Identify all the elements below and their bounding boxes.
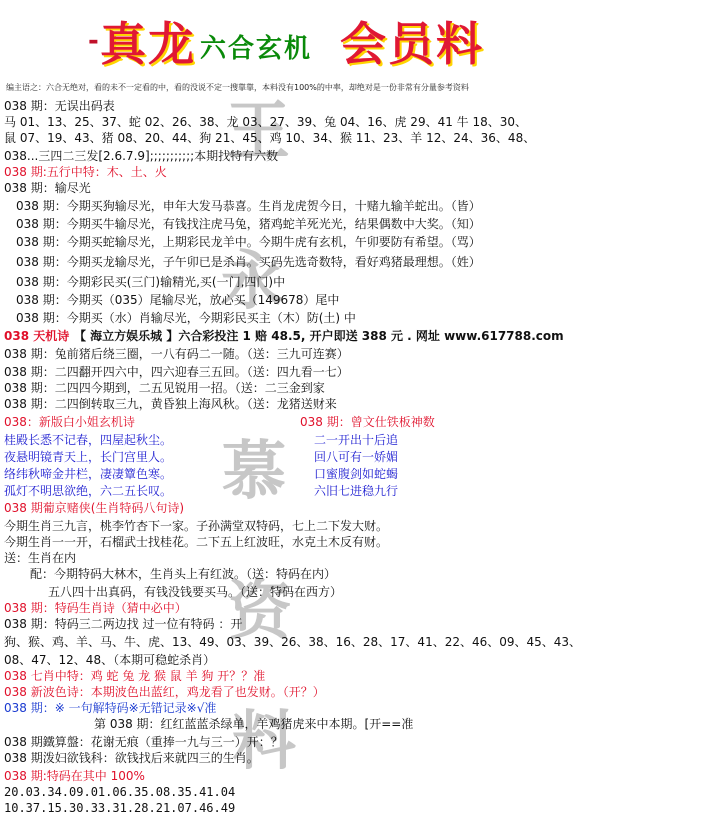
line-30: 038 期葡京赌侠(生肖特码八句诗) bbox=[4, 501, 185, 515]
watermark-char: 永 bbox=[220, 244, 284, 319]
line-34: 配：今期特码大林木，生肖头上有红波。（送：特码在内） bbox=[30, 567, 337, 581]
watermark-char: 慕 bbox=[222, 434, 286, 509]
line-9: 038 期：今期买蛇输尽光，上期彩民龙羊中。今期牛虎有玄机，午卯要防有希望。（骂） bbox=[16, 235, 481, 249]
watermark-char: 料 bbox=[232, 704, 296, 779]
poem-right-2: 回八可有一娇媚 bbox=[314, 450, 399, 464]
watermark-char: 资 bbox=[228, 574, 292, 649]
line-2: 马 01、13、25、37、蛇 02、26、38、龙 03、27、39、兔 04、16、虎 29、41 牛 18、30、 bbox=[4, 115, 528, 129]
line-39: 08、47、12、48、（本期可稳蛇杀肖） bbox=[4, 653, 216, 667]
line-5: 038 期:五行中特：木、土、火 bbox=[4, 165, 167, 179]
line-38: 狗、猴、鸡、羊、马、牛、虎、13、49、03、39、26、38、16、28、17、41、22、46、09、45、43、 bbox=[4, 635, 582, 649]
poem-right-1: 二一开出十后追 bbox=[314, 433, 399, 447]
line-6: 038 期：输尽光 bbox=[4, 181, 91, 195]
line-45: 038 期泼妇欲钱科：欲钱找后来就四三的生肖。 bbox=[4, 751, 259, 765]
line-37: 038 期：特码三二两边找 过一位有特码 ：开 bbox=[4, 617, 243, 631]
line-8: 038 期：今期买牛输尽光，有钱找注虎马兔，猪鸡蛇羊死光光，结果偶数中大奖。（知） bbox=[16, 217, 481, 231]
line-16: 038 期：兔前猪后绕三圈，一八有码二一随。（送：三九可连赛） bbox=[4, 347, 349, 361]
line-36: 038 期：特码生肖诗（猜中必中） bbox=[4, 601, 187, 615]
line-3: 鼠 07、19、43、猪 08、20、44、狗 21、45、鸡 10、34、猴 11、23、羊 12、24、36、48、 bbox=[4, 131, 536, 145]
watermark-char: 王 bbox=[226, 94, 290, 169]
line-11: 038 期：今期彩民买(三门)输精光,买(一门,四门)中 bbox=[16, 275, 286, 289]
line-31: 今期生肖三九言，桃李竹杏下一家。子孙满堂双特码，七上二下发大财。 bbox=[4, 519, 389, 533]
poem-left-1: 桂殿长悉不记春，四屋起秋尘。 bbox=[4, 433, 173, 447]
line-42: 038 期：※ 一句解特码※无错记录※√准 bbox=[4, 701, 217, 715]
poem-left-4: 孤灯不明思欲绝，六二五长叹。 bbox=[4, 484, 173, 498]
ad-banner: 【 海立方娱乐城 】六合彩投注 1 赔 48.5, 开户即送 388 元 . 网址 www.617788.com bbox=[74, 329, 564, 343]
line-32: 今期生肖一一开，石榴武士找桂花。二下五上红波旺，水克土木反有财。 bbox=[4, 535, 389, 549]
line-17: 038 期：二四翻开四六中，四六迎春三五回。（送：四九看一七） bbox=[4, 365, 349, 379]
disclaimer-text: 编主语之：六合无绝对，看的未不一定看的中，看的没说不定一搜靠靠，本料没有100%的中率，却绝对是一份非常有分量参考资料 bbox=[6, 83, 469, 92]
poem-left-3: 络纬秋啼金井栏，凄凄簟色寒。 bbox=[4, 467, 173, 481]
line-20: 038：新版白小姐玄机诗 bbox=[4, 415, 135, 429]
line-48: 10.37.15.30.33.31.28.21.07.46.49 bbox=[4, 801, 236, 815]
line-18: 038 期：二四四今期到，二五见锐用一招。（送：二三金到家 bbox=[4, 381, 325, 395]
title-dash: - bbox=[88, 26, 99, 56]
line-40: 038 七肖中特：鸡 蛇 兔 龙 猴 鼠 羊 狗 开？？准 bbox=[4, 669, 266, 683]
line-47: 20.03.34.09.01.06.35.08.35.41.04 bbox=[4, 785, 236, 799]
poem-left-2: 夜悬明镜青天上，长门宫里人。 bbox=[4, 450, 173, 464]
line-12: 038 期：今期买（035）尾输尽光，放心买（149678）尾中 bbox=[16, 293, 340, 307]
poem-right-4: 六旧七进稳九行 bbox=[314, 484, 399, 498]
line-41: 038 新波色诗：本期波色出蓝红，鸡龙看了也发财。（开？） bbox=[4, 685, 325, 699]
banner-title bbox=[0, 6, 720, 71]
line-19: 038 期：二四倒转取三九，黄昏独上海风秋。（送：龙猪送财来 bbox=[4, 397, 337, 411]
line-13: 038 期：今期买（水）肖输尽光，今期彩民买主（木）防(土) 中 bbox=[16, 311, 356, 325]
title-main-left: 真龙 bbox=[100, 17, 196, 71]
line-14: 038 天机诗 bbox=[4, 329, 70, 343]
title-subtitle: 六合玄机 bbox=[200, 34, 313, 64]
poem-right-3: 口蜜腹剑如蛇蝎 bbox=[314, 467, 399, 481]
title-main-right: 会员料 bbox=[340, 17, 484, 71]
line-4: 038...三四二三发[2.6.7.9];;;;;;;;;;;本期找特有六数 bbox=[4, 149, 279, 163]
line-35: 五八四十出真码，有钱没钱要买马。（送：特码在西方） bbox=[48, 585, 343, 599]
line-43: 第 038 期：红红蓝蓝杀绿单，羊鸡猪虎来中本期。[开==准 bbox=[94, 717, 414, 731]
line-10: 038 期：今期买龙输尽光，子午卯已是杀肖。买码先选奇数特，看好鸡猪最理想。（姓） bbox=[16, 255, 481, 269]
line-46: 038 期:特码在其中 100% bbox=[4, 769, 145, 783]
line-1: 038 期：无误出码表 bbox=[4, 99, 115, 113]
line-44: 038 期鐵算盤：花谢无痕（重捧一九与三一）开：？ bbox=[4, 735, 283, 749]
line-7: 038 期：今期买狗输尽光，申年大发马恭喜。生肖龙虎贺今日，十赌九输羊蛇出。（皆） bbox=[16, 199, 481, 213]
line-21: 038 期：曾文仕铁板神数 bbox=[300, 415, 435, 429]
line-33: 送：生肖在内 bbox=[4, 551, 77, 565]
